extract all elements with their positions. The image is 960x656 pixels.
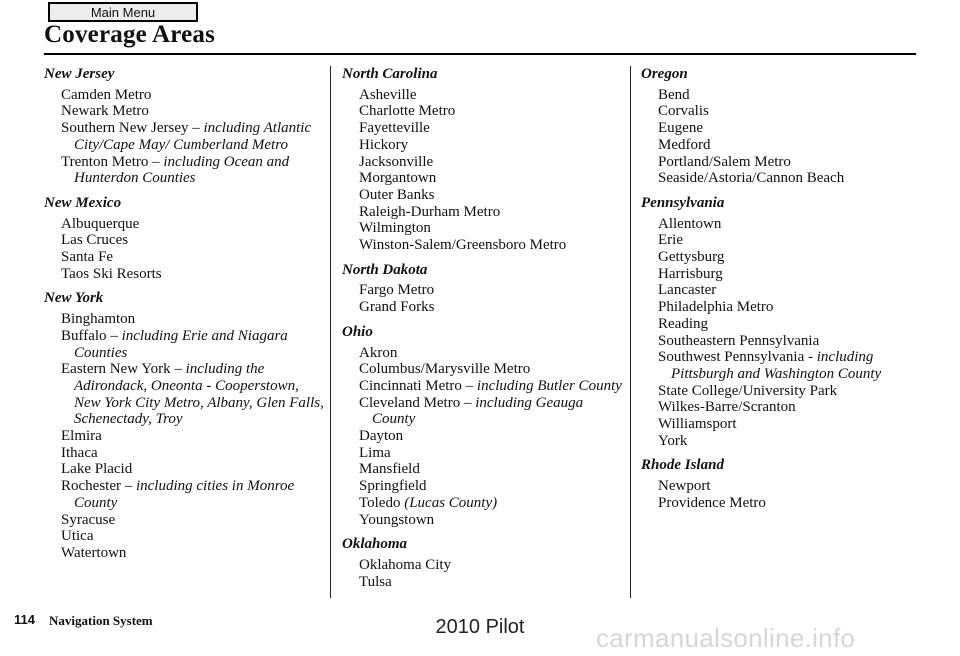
city-item: Rochester – including cities in Monroe County	[61, 478, 295, 511]
city-item: Eastern New York – including the Adirondack, Oneonta - Cooperstown, New York City Metro, Albany, Glen Falls, Schenectady, Troy	[61, 361, 324, 428]
city-name: Asheville	[359, 86, 417, 103]
city-name: York	[658, 432, 688, 449]
city-item	[658, 495, 923, 512]
city-list	[342, 557, 624, 590]
city-item	[359, 461, 624, 478]
city-note: including the Adirondack, Oneonta - Cooperstown, New York City Metro, Albany, Glen Falls, Schenectady, Troy	[74, 361, 324, 428]
city-name: Allentown	[658, 215, 722, 232]
city-note: including Ocean and Hunterdon Counties	[74, 153, 290, 187]
city-item	[658, 232, 923, 249]
city-item	[658, 399, 923, 416]
city-item	[61, 311, 326, 328]
city-item: Buffalo – including Erie and Niagara Counties	[61, 327, 288, 361]
city-name: Southwest Pennsylvania	[658, 349, 805, 366]
city-item	[359, 237, 624, 254]
city-name: Columbus/Marysville Metro	[359, 361, 531, 378]
city-name: Southern New Jersey	[61, 120, 189, 137]
city-item	[359, 495, 624, 512]
state-heading: New York	[44, 290, 104, 307]
city-item	[359, 361, 624, 378]
city-item	[359, 204, 624, 221]
state-group	[44, 290, 326, 561]
city-item	[359, 445, 624, 462]
city-list	[342, 87, 624, 254]
state-heading: Oregon	[641, 66, 688, 82]
city-name: Wilkes-Barre/Scranton	[658, 399, 796, 416]
city-item	[359, 220, 624, 237]
city-item	[658, 282, 923, 299]
city-item	[658, 249, 923, 266]
city-list	[641, 216, 923, 450]
city-name: Eugene	[658, 120, 703, 137]
state-group	[44, 66, 326, 187]
city-name: Utica	[61, 528, 94, 545]
city-name: Raleigh-Durham Metro	[359, 203, 501, 220]
coverage-column-3	[641, 66, 923, 520]
city-name: Fayetteville	[359, 120, 430, 137]
city-item	[359, 478, 624, 495]
city-item	[359, 154, 624, 171]
city-name: Wilmington	[359, 220, 431, 237]
city-note: (Lucas County)	[404, 494, 498, 511]
city-name: Gettysburg	[658, 249, 725, 266]
city-name: Springfield	[359, 478, 427, 495]
city-name: Ithaca	[61, 444, 98, 461]
city-note: including cities in Monroe County	[74, 478, 295, 511]
city-item	[359, 428, 624, 445]
city-name: Lima	[359, 444, 391, 461]
city-name: Fargo Metro	[359, 282, 435, 299]
city-item	[61, 266, 326, 283]
city-name: Medford	[658, 136, 711, 153]
city-item	[359, 282, 624, 299]
page-title: Coverage Areas	[44, 21, 216, 48]
city-name: Elmira	[61, 428, 102, 445]
state-group	[44, 195, 326, 283]
city-item	[658, 137, 923, 154]
state-group	[342, 262, 624, 316]
city-name: Cleveland Metro	[359, 394, 461, 411]
city-item	[658, 120, 923, 137]
city-item	[359, 512, 624, 529]
state-heading: Pennsylvania	[641, 194, 725, 211]
city-name: Erie	[658, 232, 683, 249]
city-name: Las Cruces	[61, 232, 129, 249]
city-note: including Geauga County	[372, 394, 584, 428]
state-heading: North Carolina	[342, 66, 438, 82]
city-name: Newark Metro	[61, 103, 149, 120]
city-name: Charlotte Metro	[359, 103, 456, 120]
city-item	[359, 299, 624, 316]
city-item: Southwest Pennsylvania - including Pittsburgh and Washington County	[658, 349, 882, 382]
state-group	[342, 324, 624, 528]
city-item	[359, 87, 624, 104]
city-name: Akron	[359, 344, 398, 361]
state-heading: New Jersey	[44, 66, 115, 82]
watermark-model: 2010 Pilot	[435, 616, 525, 638]
city-item	[61, 512, 326, 529]
city-name: Mansfield	[359, 461, 420, 478]
city-item	[61, 216, 326, 233]
state-heading: New Mexico	[44, 194, 122, 211]
city-name: Buffalo	[61, 327, 107, 344]
city-name: Watertown	[61, 544, 127, 561]
city-note: including Atlantic City/Cape May/ Cumberland Metro	[74, 120, 312, 153]
city-item	[61, 249, 326, 266]
city-name: Lancaster	[658, 282, 717, 299]
city-item: Southern New Jersey – including Atlantic City/Cape May/ Cumberland Metro	[61, 120, 312, 153]
city-name: Providence Metro	[658, 494, 766, 511]
city-item	[61, 528, 326, 545]
state-group	[342, 536, 624, 590]
city-item: Cincinnati Metro – including Butler County	[359, 377, 622, 394]
city-name: Newport	[658, 478, 711, 495]
city-item	[658, 316, 923, 333]
city-name: Winston-Salem/Greensboro Metro	[359, 237, 567, 254]
city-item	[359, 187, 624, 204]
city-item	[61, 461, 326, 478]
city-item	[658, 103, 923, 120]
city-item	[658, 216, 923, 233]
city-name: Morgantown	[359, 170, 437, 187]
city-name: Toledo	[359, 494, 401, 511]
city-name: Harrisburg	[658, 265, 723, 282]
city-item: Cleveland Metro – including Geauga County	[359, 394, 584, 428]
city-name: Albuquerque	[61, 215, 140, 232]
title-divider	[44, 53, 916, 55]
city-item	[359, 345, 624, 362]
city-item	[658, 416, 923, 433]
city-item	[359, 170, 624, 187]
city-name: State College/University Park	[658, 382, 838, 399]
city-name: Tulsa	[359, 573, 392, 590]
city-name: Trenton Metro	[61, 153, 149, 170]
state-heading: North Dakota	[342, 261, 428, 278]
city-name: Portland/Salem Metro	[658, 153, 791, 170]
city-name: Jacksonville	[359, 153, 434, 170]
city-name: Santa Fe	[61, 249, 114, 266]
city-item	[359, 557, 624, 574]
city-name: Binghamton	[61, 311, 136, 328]
column-divider-2	[630, 66, 631, 598]
state-group	[641, 66, 923, 187]
city-name: Eastern New York	[61, 361, 171, 378]
page-number: 114	[14, 612, 35, 627]
city-name: Outer Banks	[359, 186, 435, 203]
city-name: Dayton	[359, 428, 404, 445]
city-name: Syracuse	[61, 511, 116, 528]
city-name: Southeastern Pennsylvania	[658, 332, 820, 349]
city-name: Hickory	[359, 136, 409, 153]
city-item	[658, 333, 923, 350]
city-name: Rochester	[61, 478, 121, 495]
city-item	[61, 428, 326, 445]
city-list	[44, 311, 326, 562]
city-list	[44, 216, 326, 283]
city-item	[658, 433, 923, 450]
state-group	[641, 195, 923, 450]
city-item: Trenton Metro – including Ocean and Hunterdon Counties	[61, 153, 290, 187]
city-item	[61, 545, 326, 562]
city-name: Youngstown	[359, 511, 435, 528]
city-item	[658, 266, 923, 283]
city-item	[658, 478, 923, 495]
city-item	[658, 383, 923, 400]
city-name: Reading	[658, 315, 708, 332]
city-note: including Butler County	[476, 377, 622, 394]
city-name: Williamsport	[658, 416, 737, 433]
city-list	[342, 282, 624, 315]
city-item	[61, 232, 326, 249]
city-item	[658, 299, 923, 316]
city-note: including Pittsburgh and Washington County	[671, 349, 882, 382]
city-note: including Erie and Niagara Counties	[74, 327, 288, 361]
city-item	[359, 120, 624, 137]
state-group	[342, 66, 624, 254]
section-name: Navigation System	[49, 613, 153, 628]
city-item	[658, 87, 923, 104]
city-name: Bend	[658, 86, 690, 103]
city-name: Corvalis	[658, 103, 709, 120]
city-name: Camden Metro	[61, 86, 152, 103]
column-divider-1	[330, 66, 331, 598]
coverage-column-1	[44, 66, 326, 570]
watermark-site: carmanualsonline.info	[596, 623, 856, 653]
city-list	[44, 87, 326, 187]
city-name: Oklahoma City	[359, 556, 452, 573]
city-item	[658, 154, 923, 171]
state-heading: Rhode Island	[641, 457, 724, 474]
city-name: Grand Forks	[359, 299, 435, 316]
city-name: Taos Ski Resorts	[61, 265, 162, 282]
city-item	[359, 137, 624, 154]
city-item	[61, 87, 326, 104]
state-heading: Oklahoma	[342, 536, 408, 553]
city-name: Philadelphia Metro	[658, 299, 774, 316]
city-item	[359, 103, 624, 120]
city-item	[61, 103, 326, 120]
city-list	[641, 478, 923, 511]
coverage-column-2	[342, 66, 624, 598]
city-item	[359, 574, 624, 591]
city-name: Seaside/Astoria/Cannon Beach	[658, 170, 845, 187]
city-name: Cincinnati Metro	[359, 377, 462, 394]
state-heading: Ohio	[342, 323, 373, 340]
main-menu-button[interactable]: Main Menu	[48, 2, 198, 22]
city-item	[61, 445, 326, 462]
city-list	[342, 345, 624, 529]
city-list	[641, 87, 923, 187]
state-group	[641, 457, 923, 511]
city-name: Lake Placid	[61, 461, 133, 478]
city-item	[658, 170, 923, 187]
